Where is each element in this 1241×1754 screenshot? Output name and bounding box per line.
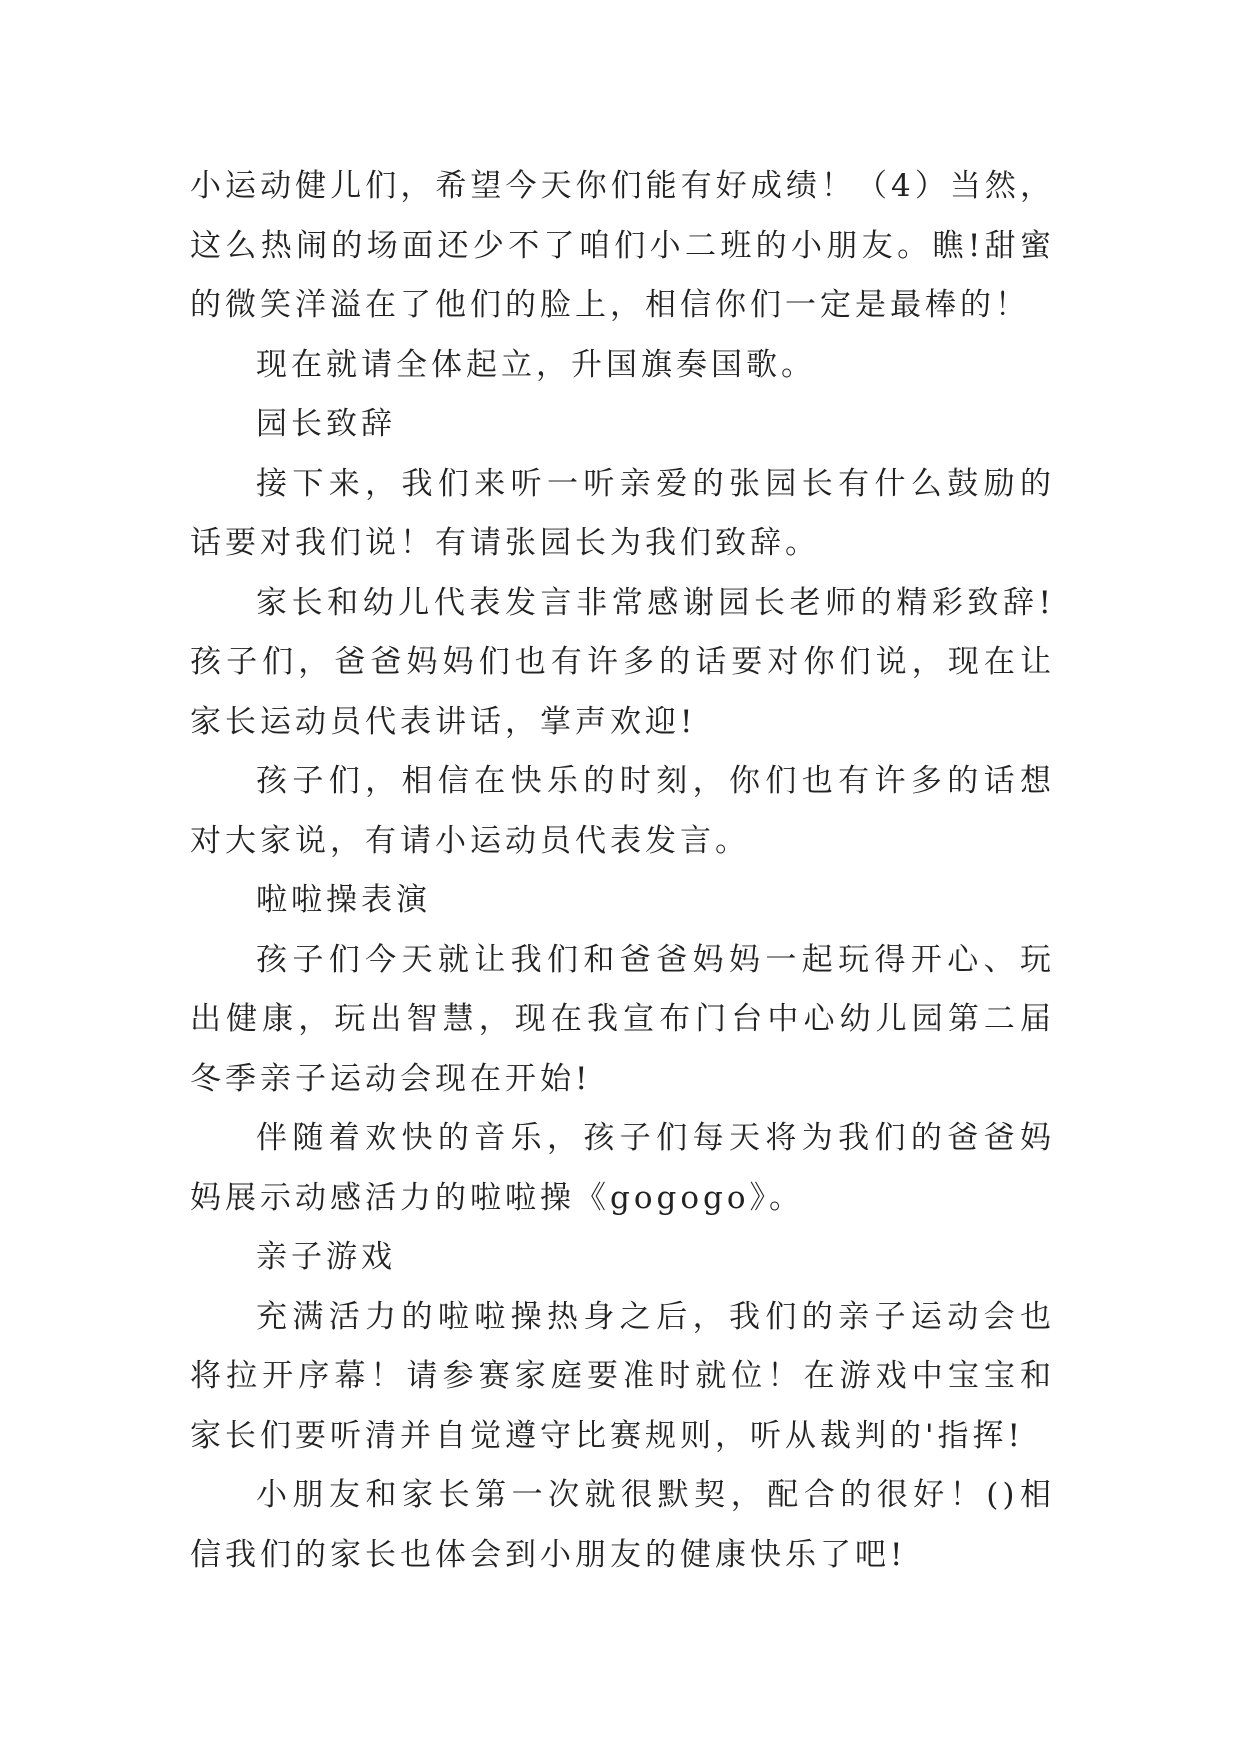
paragraph-11: 充满活力的啦啦操热身之后，我们的亲子运动会也将拉开序幕！请参赛家庭要准时就位！在游戏中宝宝和家长们要听清并自觉遵守比赛规则，听从裁判的'指挥! <box>190 1298 1055 1454</box>
paragraph-6: 孩子们，相信在快乐的时刻，你们也有许多的话想对大家说，有请小运动员代表发言。 <box>190 763 1055 859</box>
section-heading-principal-speech: 园长致辞 <box>256 406 396 442</box>
paragraph-4: 接下来，我们来听一听亲爱的张园长有什么鼓励的话要对我们说！有请张园长为我们致辞。 <box>190 465 1055 561</box>
paragraph-2: 现在就请全体起立，升国旗奏国歌。 <box>256 346 816 383</box>
paragraph-1: 小运动健儿们，希望今天你们能有好成绩！（4）当然，这么热闹的场面还少不了咱们小二班的小朋友。瞧!甜蜜的微笑洋溢在了他们的脸上，相信你们一定是最棒的！ <box>190 168 1055 323</box>
paragraph-12: 小朋友和家长第一次就很默契，配合的很好！()相信我们的家长也体会到小朋友的健康快乐了吧! <box>190 1477 1055 1573</box>
document-body <box>190 157 1055 1585</box>
section-heading-cheer-performance: 啦啦操表演 <box>256 882 431 918</box>
paragraph-9: 伴随着欢快的音乐，孩子们每天将为我们的爸爸妈妈展示动感活力的啦啦操《gogogo》。 <box>190 1120 1055 1216</box>
paragraph-5: 家长和幼儿代表发言非常感谢园长老师的精彩致辞!孩子们，爸爸妈妈们也有许多的话要对你们说，现在让家长运动员代表讲话，掌声欢迎! <box>190 584 1055 740</box>
section-heading-parent-child-games: 亲子游戏 <box>256 1239 396 1275</box>
paragraph-8: 孩子们今天就让我们和爸爸妈妈一起玩得开心、玩出健康，玩出智慧，现在我宣布门台中心幼儿园第二届冬季亲子运动会现在开始! <box>190 941 1055 1097</box>
